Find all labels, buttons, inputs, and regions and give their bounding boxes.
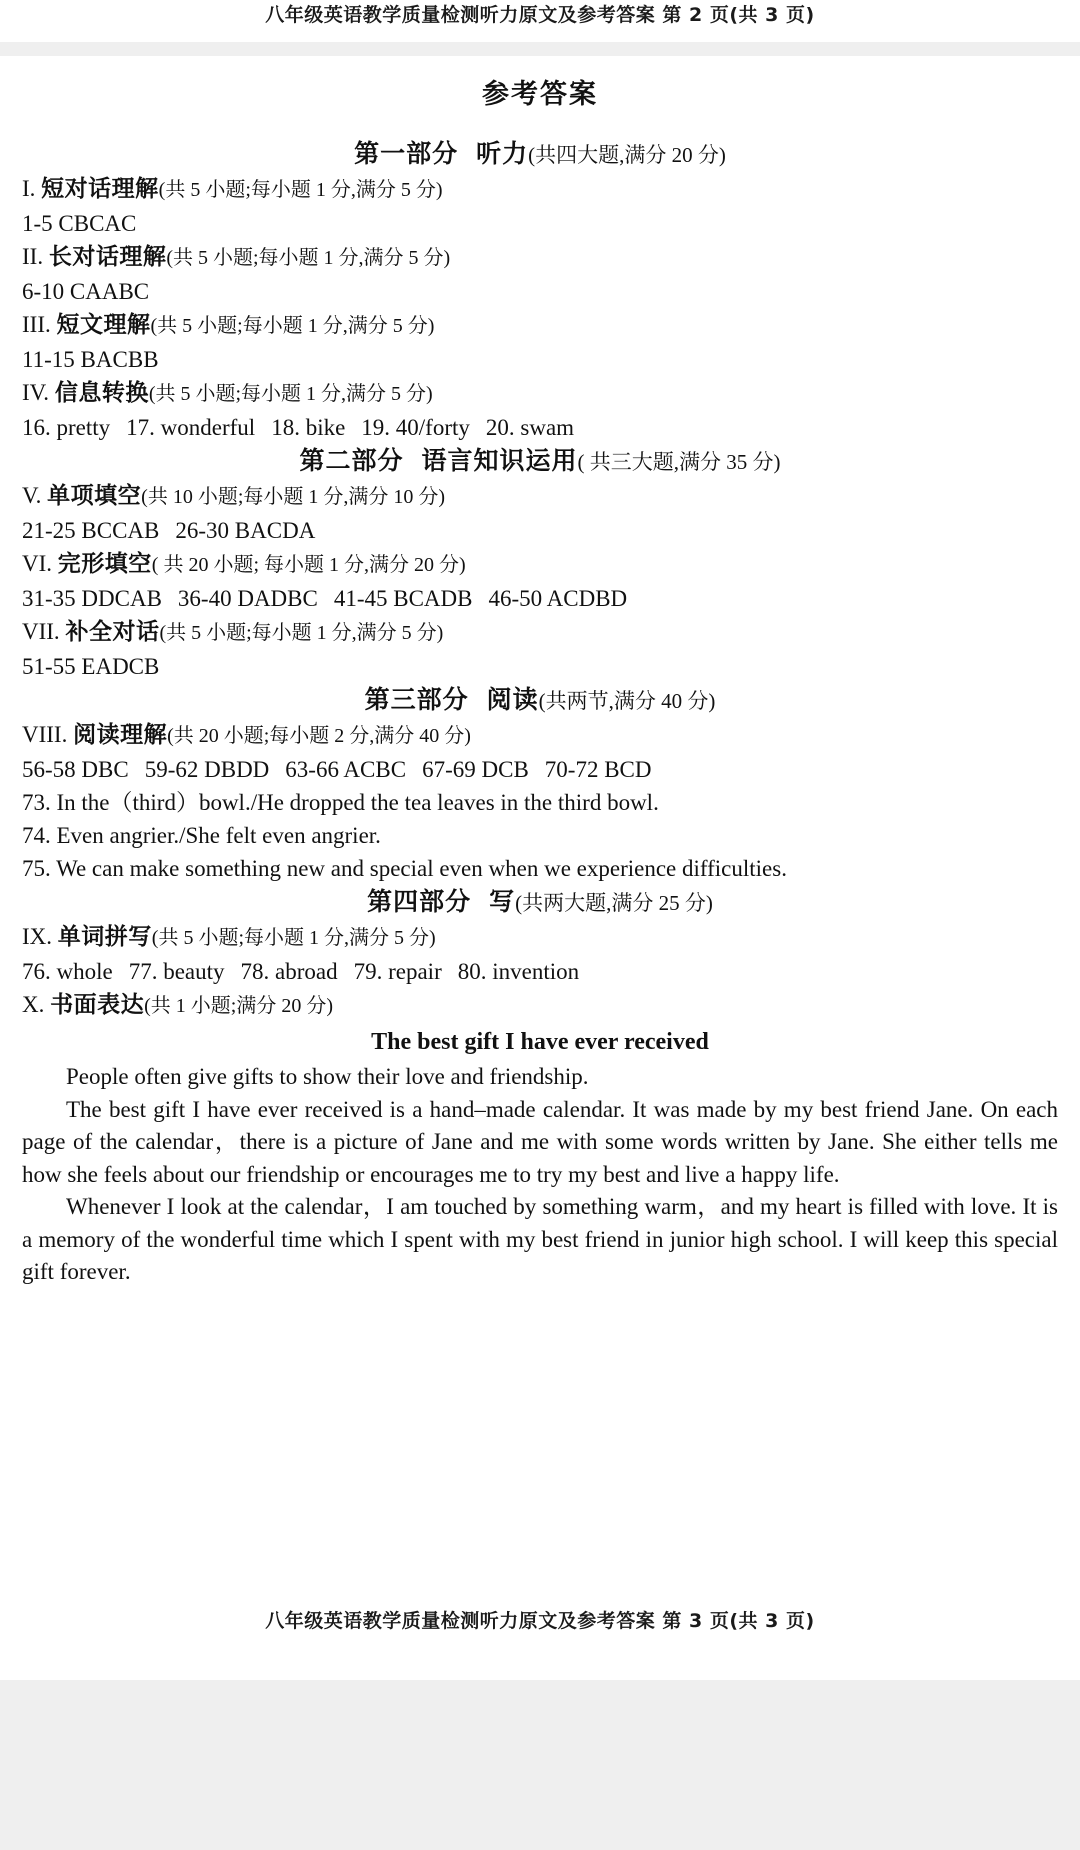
answer-line-1-5: 1-5 CBCAC (22, 211, 137, 236)
part-3-note: (共两节,满分 40 分) (538, 689, 716, 713)
part-2-name: 语言知识运用 (421, 446, 578, 475)
answer-70-72: 70-72 BCD (544, 757, 652, 782)
section-4-roman: IV. (22, 380, 50, 405)
answer-46-50: 46-50 ACDBD (488, 586, 628, 611)
part-1-note: (共四大题,满分 20 分) (528, 143, 726, 167)
part-4-note: (共两大题,满分 25 分) (515, 891, 713, 915)
section-1-note: (共 5 小题;每小题 1 分,满分 5 分) (158, 179, 443, 201)
answer-line-75: 75. We can make something new and special even when we experience difficulties. (22, 856, 787, 881)
answer-36-40: 36-40 DADBC (177, 586, 318, 611)
section-2-name: 长对话理解 (48, 244, 167, 270)
answer-77: 77. beauty (128, 959, 225, 984)
answer-78: 78. abroad (240, 959, 338, 984)
answer-16: 16. pretty (22, 415, 111, 440)
section-heading-2 (22, 240, 1058, 275)
section-9-roman: IX. (22, 924, 53, 949)
essay-title: The best gift I have ever received (371, 1029, 709, 1055)
answer-17: 17. wonderful (126, 415, 256, 440)
document-body (22, 72, 1058, 1289)
answer-59-62: 59-62 DBDD (144, 757, 270, 782)
answer-line-74: 74. Even angrier./She felt even angrier. (22, 823, 381, 848)
answer-line-56-72 (22, 753, 1058, 786)
answer-56-58: 56-58 DBC (22, 757, 129, 782)
part-3-label: 第三部分 (364, 685, 469, 714)
section-5-name: 单项填空 (47, 483, 142, 509)
section-7-roman: VII. (22, 619, 60, 644)
section-heading-3 (22, 308, 1058, 343)
page-top-band (0, 42, 1080, 56)
section-8-name: 阅读理解 (73, 722, 168, 748)
section-3-roman: III. (22, 312, 51, 337)
section-10-name: 书面表达 (50, 992, 145, 1018)
part-2-note: ( 共三大题,满分 35 分) (577, 450, 781, 474)
answer-line-51-55: 51-55 EADCB (22, 654, 160, 679)
section-10-note: (共 1 小题;满分 20 分) (144, 995, 334, 1017)
section-10-roman: X. (22, 992, 45, 1017)
answer-67-69: 67-69 DCB (422, 757, 529, 782)
section-9-name: 单词拼写 (57, 924, 152, 950)
section-7-name: 补全对话 (65, 619, 160, 645)
section-heading-7 (22, 615, 1058, 650)
section-5-note: (共 10 小题;每小题 1 分,满分 10 分) (141, 486, 446, 508)
section-3-name: 短文理解 (56, 312, 151, 338)
answer-19: 19. 40/forty (361, 415, 470, 440)
part-heading-4 (22, 885, 1058, 920)
section-6-note: ( 共 20 小题; 每小题 1 分,满分 20 分) (151, 554, 466, 576)
section-6-roman: VI. (22, 551, 53, 576)
part-1-label: 第一部分 (354, 139, 459, 168)
answer-line-16-20 (22, 411, 1058, 444)
section-8-roman: VIII. (22, 722, 68, 747)
section-7-note: (共 5 小题;每小题 1 分,满分 5 分) (159, 622, 444, 644)
part-heading-1 (22, 137, 1058, 172)
running-foot: 八年级英语教学质量检测听力原文及参考答案 第 3 页(共 3 页) (265, 1610, 815, 1632)
section-4-name: 信息转换 (54, 380, 149, 406)
answer-line-31-50 (22, 582, 1058, 615)
answer-18: 18. bike (271, 415, 346, 440)
answer-line-11-15: 11-15 BACBB (22, 347, 159, 372)
answer-31-35: 31-35 DDCAB (22, 586, 162, 611)
answer-41-45: 41-45 BCADB (333, 586, 473, 611)
section-2-note: (共 5 小题;每小题 1 分,满分 5 分) (166, 247, 451, 269)
page-title: 参考答案 (482, 79, 598, 110)
section-heading-1 (22, 172, 1058, 207)
answer-line-6-10: 6-10 CAABC (22, 279, 150, 304)
section-3-note: (共 5 小题;每小题 1 分,满分 5 分) (150, 315, 435, 337)
section-5-roman: V. (22, 483, 42, 508)
section-heading-4 (22, 376, 1058, 411)
running-head: 八年级英语教学质量检测听力原文及参考答案 第 2 页(共 3 页) (265, 4, 815, 26)
part-1-name: 听力 (476, 139, 529, 168)
answer-20: 20. swam (485, 415, 575, 440)
section-4-note: (共 5 小题;每小题 1 分,满分 5 分) (148, 383, 433, 405)
section-heading-5 (22, 479, 1058, 514)
answer-21-25: 21-25 BCCAB (22, 518, 160, 543)
answer-line-21-30 (22, 514, 1058, 547)
part-heading-2 (22, 444, 1058, 479)
answer-80: 80. invention (457, 959, 580, 984)
essay-paragraph-2: The best gift I have ever received is a hand–made calendar. It was made by my best friend Jane. On each page of the calendar，there is a picture of Jane and me with some words written by Jane. She either tells me how she feels about our friendship or encourages me to try my best and live a happy life. (22, 1096, 1058, 1187)
section-2-roman: II. (22, 244, 44, 269)
answer-76: 76. whole (22, 959, 113, 984)
section-heading-10 (22, 988, 1058, 1023)
section-9-note: (共 5 小题;每小题 1 分,满分 5 分) (151, 927, 436, 949)
answer-line-73: 73. In the（third）bowl./He dropped the tea leaves in the third bowl. (22, 790, 659, 815)
part-4-name: 写 (489, 887, 516, 916)
part-2-label: 第二部分 (299, 446, 404, 475)
section-6-name: 完形填空 (57, 551, 152, 577)
part-3-name: 阅读 (486, 685, 539, 714)
section-1-name: 短对话理解 (41, 176, 159, 202)
essay-paragraph-3: Whenever I look at the calendar，I am touched by something warm，and my heart is filled with love. It is a memory of the wonderful time which I spent with my best friend in junior high school. I will keep this special gift forever. (22, 1194, 1058, 1284)
section-1-roman: I. (22, 176, 36, 201)
page-bottom-band (0, 1680, 1080, 1850)
answer-26-30: 26-30 BACDA (175, 518, 316, 543)
section-heading-8 (22, 718, 1058, 753)
part-4-label: 第四部分 (367, 887, 472, 916)
section-8-note: (共 20 小题;每小题 2 分,满分 40 分) (167, 725, 471, 747)
answer-79: 79. repair (353, 959, 442, 984)
essay-paragraph-1: People often give gifts to show their love and friendship. (66, 1064, 589, 1089)
answer-63-66: 63-66 ACBC (285, 757, 407, 782)
part-heading-3 (22, 683, 1058, 718)
answer-line-76-80 (22, 955, 1058, 988)
section-heading-9 (22, 920, 1058, 955)
section-heading-6 (22, 547, 1058, 582)
